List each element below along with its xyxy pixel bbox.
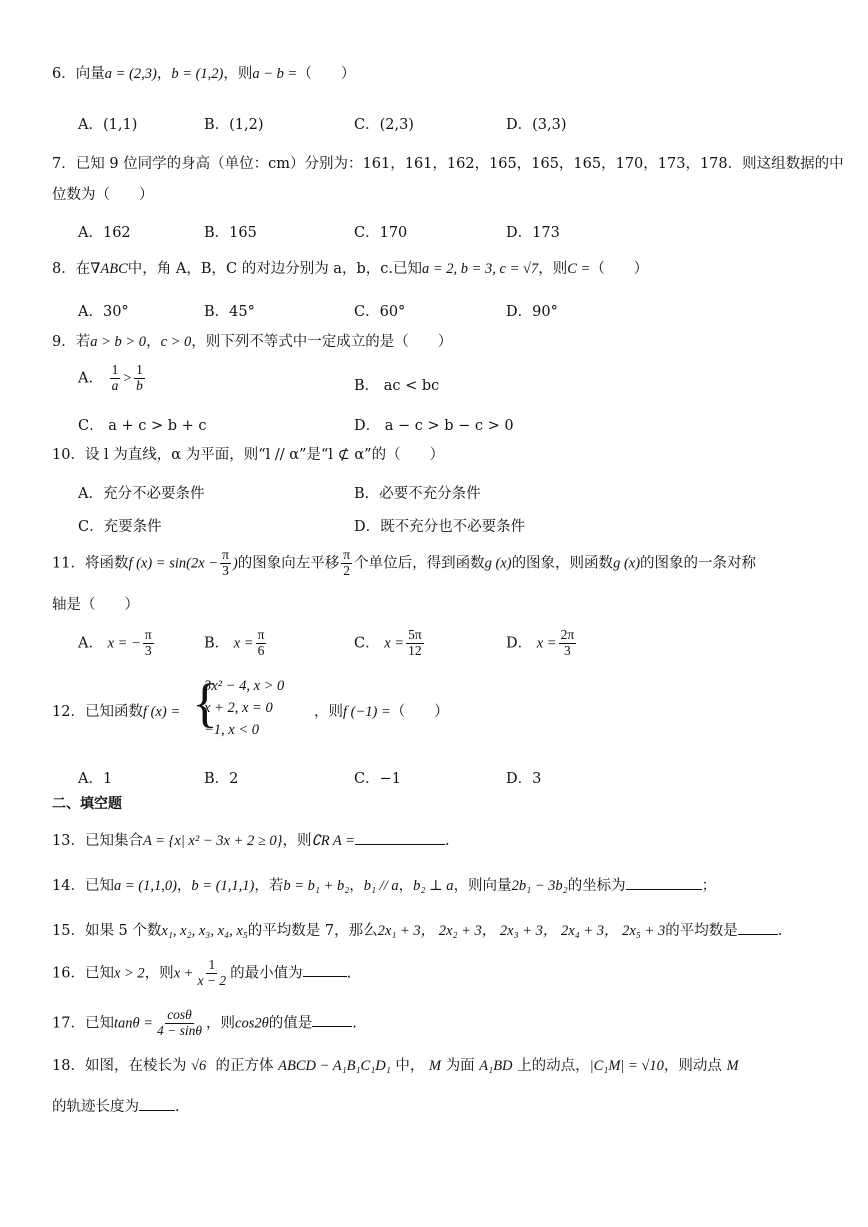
fraction [134,363,145,394]
q6-sep: ， [156,66,172,82]
q16-text-a: 16．已知 [52,965,114,982]
q8-ask: C = [567,261,591,277]
q12-option-a[interactable]: A．1 [78,771,113,787]
q11-option-d-label: D． [506,635,533,652]
q8-option-c[interactable]: C．60° [354,304,406,320]
q14-text-a: 14．已知 [52,878,114,894]
q9-option-a-label: A． [78,370,103,387]
q11-g: g (x) [484,555,512,572]
q14-perpendicular: b₂ ⊥ a [413,878,454,894]
q11-options [78,628,828,668]
q10-option-b[interactable]: B．必要不充分条件 [354,486,481,502]
fraction [220,548,231,579]
q11-function: f (x) = sin(2x − [128,555,219,572]
q13-tail: . [444,833,450,849]
q10-option-c[interactable]: C．充要条件 [78,519,162,535]
fraction-num: 1 [136,362,143,377]
q17-expression: tanθ = [113,1015,154,1032]
q14-text-d: 的坐标为 [567,878,626,894]
q12-paren: （ ） [390,704,449,720]
fraction-num: cosθ [167,1007,192,1022]
q9-options-row-2 [78,414,828,442]
q9-sep: ， [146,334,161,350]
q14-text-b: ，若 [254,878,284,894]
q9-text-a: 9．若 [52,334,91,350]
q12-options [78,767,828,795]
q17-text-b: ，则 [206,1015,236,1032]
q9-text-b: ，则下列不等式中一定成立的是（ ） [191,334,453,350]
q16-text-c: 的最小值为 [230,965,303,982]
fraction-num: π [257,627,265,642]
q15-text-b: 的平均数是 7，那么 [247,923,378,939]
q9-option-d[interactable]: D． a − c > b − c > 0 [354,418,514,434]
q9-cond-2: c > 0 [160,334,192,350]
q13-complement: ∁R A = [311,833,355,849]
q11-line-2: 轴是（ ） [52,597,139,613]
q11-text-a: 11．将函数 [52,555,129,572]
q14-text-c: ，则向量 [453,878,512,894]
q14-vector-a: a = (1,1,0) [113,878,177,894]
q16-tail: . [346,965,352,982]
q6-option-a[interactable]: A．(1,1) [78,117,138,133]
q8-condition: a = 2, b = 3, c = √7 [421,261,539,277]
q9-option-c[interactable]: C． a + c > b + c [78,418,207,434]
q11-text-d: 的图象，则函数 [511,555,614,572]
q6-vector-b: b = (1,2) [171,66,224,82]
q8-text-c: ，则 [538,261,568,277]
q17-text-a: 17．已知 [52,1015,114,1032]
q18-text-e: 上的动点， [517,1058,590,1074]
q18-text-c: 中， [395,1058,425,1074]
q7-option-c[interactable]: C．170 [354,225,408,241]
q11-option-b-label: B． [204,635,230,652]
q8-options [78,300,828,328]
q14-vector-b: b = (1,1,1) [191,878,255,894]
q12-ask: f (−1) = [343,704,391,720]
fraction-den: 4 − sinθ [157,1022,203,1038]
q13-text-b: ，则 [282,833,312,849]
fraction-num: 5π [408,627,422,642]
q11-option-a-label: A． [78,635,103,652]
q6-paren: （ ） [297,66,356,82]
fraction [196,958,229,989]
q8-triangle: ∇ABC [90,261,128,277]
q12-text-b: ，则 [314,704,343,720]
q8-text-b: 中，角 A，B，C 的对边分别为 a，b，c.已知 [127,261,422,277]
q11-option-d-pre: x = [536,635,557,652]
q18-cube: ABCD − A₁B₁C₁D₁ [278,1058,391,1074]
q18-text-f: ，则动点 [663,1058,722,1074]
q18-edge: √6 [191,1058,207,1074]
q13-text-a: 13．已知集合 [52,833,143,849]
q18-point-m: M [428,1058,442,1074]
q18-text-a: 18．如图，在棱长为 [52,1058,187,1074]
fraction-den: 3 [144,642,152,658]
q15-text-c: 的平均数是 [665,923,738,939]
q15-text-a: 15．如果 5 个数 [52,923,162,939]
q14-tail: ； [701,878,717,894]
q12-ask-line [314,704,449,721]
q15-variables: x₁, x₂, x₃, x₄, x₅ [161,923,248,939]
q18-line-2-text: 的轨迹长度为 [52,1099,139,1115]
q18-text-d: 为面 [445,1058,475,1074]
q7-line-2: 位数为（ ） [52,187,154,203]
question-16 [52,958,351,989]
q18-condition: |C₁M| = √10 [589,1058,664,1074]
q7-line-1: 7．已知 9 位同学的身高（单位：cm）分别为：161，161，162，165，165，165，170，173，178．则这组数据的中 [52,156,844,172]
q12-case-2: x + 2, x = 0 [204,700,273,716]
q8-text-a: 8．在 [52,261,91,277]
answer-blank[interactable] [303,962,347,977]
fraction-den: 2 [343,562,351,578]
fraction [341,548,352,579]
question-9 [52,334,452,351]
q6-option-d[interactable]: D．(3,3) [506,117,567,133]
q13-set: A = {x| x² − 3x + 2 ≥ 0} [142,833,283,849]
question-17 [52,1008,357,1039]
q12-text-a: 12．已知函数 [52,704,143,720]
fraction-num: π [343,547,351,562]
fraction [155,1008,204,1039]
q14-parallel: b₁ // a [363,878,399,894]
q10-option-d[interactable]: D．既不充分也不必要条件 [354,519,526,535]
q15-terms: 2x₁ + 3， 2x₂ + 3， 2x₃ + 3， 2x₄ + 3， 2x₅ + 3 [377,923,666,939]
question-14: 14．已知a = (1,1,0)，b = (1,1,1)，若b = b₁ + b₂，b₁ // a，b₂ ⊥ a，则向量2b₁ − 3b₂的坐标为 ； [52,875,716,895]
q16-expression: x + [173,965,194,982]
q18-face: A₁BD [479,1058,513,1074]
fraction-num: 1 [208,957,216,972]
q14-sep: ， [176,878,192,894]
q11-option-b[interactable] [204,628,268,659]
q17-text-c: 的值是 [268,1015,313,1032]
answer-blank[interactable] [738,920,778,935]
q11-option-a[interactable] [78,628,156,659]
answer-blank[interactable] [312,1012,352,1027]
q9-gt: > [122,370,133,387]
q18-line-2 [52,1096,180,1116]
fraction-num: 1 [111,362,119,377]
fraction-num: π [144,627,152,642]
q9-option-b[interactable]: B． ac < bc [354,378,440,394]
fraction-num: 2π [560,627,575,642]
answer-blank[interactable] [355,830,445,845]
q16-text-b: ，则 [144,965,174,982]
q11-text-b: 的图象向左平移 [237,555,340,572]
q8-option-d[interactable]: D．90° [506,304,558,320]
fraction [559,628,577,659]
q14-target-vector: 2b₁ − 3b₂ [511,878,568,894]
q9-cond-1: a > b > 0 [90,334,147,350]
q7-option-d[interactable]: D．173 [506,225,560,241]
q12-case-1: 3x² − 4, x > 0 [204,678,285,694]
q14-condition: b = b₁ + b₂ [283,878,350,894]
question-12 [52,704,180,721]
question-15 [52,920,782,940]
q10-options-row-2 [78,515,828,543]
q10-options-row-1 [78,482,828,510]
q7-option-a[interactable]: A．162 [78,225,131,241]
q18-point-m-2: M [726,1058,739,1074]
fraction-den: 3 [222,562,229,578]
q12-cases [204,678,284,744]
q10-stem: 10．设 l 为直线，α 为平面，则“l // α”是“l ⊄ α”的（ ） [52,447,445,463]
fraction-den: b [136,377,143,393]
question-8 [52,261,648,278]
q6-vector-a: a = (2,3) [104,66,157,82]
q8-option-b[interactable]: B．45° [204,304,255,320]
q11-text-e: 的图象的一条对称 [640,555,757,572]
q8-option-a[interactable]: A．30° [78,304,129,320]
answer-blank[interactable] [626,875,702,890]
fraction-den: 3 [564,642,571,658]
q17-ask: cos2θ [235,1015,269,1032]
q11-option-b-pre: x = [233,635,254,652]
q9-options-row-1 [78,363,828,403]
fraction [256,628,267,659]
q11-g-2: g (x) [613,555,641,572]
q18-text-b: 的正方体 [215,1058,274,1074]
fraction-den: 6 [257,642,265,658]
q6-option-c[interactable]: C．(2,3) [354,117,414,133]
q7-options [78,221,828,249]
q6-stem: 6．向量 [52,66,105,82]
q11-option-d[interactable] [506,628,578,659]
fraction [110,363,121,394]
q12-function: f (x) = [142,704,181,720]
q6-ask: ，则 [223,66,253,82]
q11-option-c-pre: x = [384,635,405,652]
q6-difference: a − b = [252,66,298,82]
fraction [406,628,424,659]
q9-option-a[interactable] [78,363,147,394]
q6-options [78,113,828,141]
q11-option-a-pre: x = − [107,635,141,652]
fraction [143,628,154,659]
left-brace-icon: { [192,673,218,733]
q12-option-b[interactable]: B．2 [204,771,239,787]
answer-blank[interactable] [139,1096,175,1111]
fraction-den: a [111,377,119,393]
question-6 [52,66,355,83]
fraction-den: x − 2 [197,972,227,988]
question-18 [52,1058,739,1075]
q6-option-b[interactable]: B．(1,2) [204,117,264,133]
question-11 [52,548,756,579]
q7-option-b[interactable]: B．165 [204,225,257,241]
q16-condition: x > 2 [113,965,145,982]
q18-tail: . [175,1099,180,1115]
question-13 [52,830,450,850]
fraction-den: 12 [408,642,422,658]
q11-option-c-label: C． [354,635,380,652]
section-title: 二、填空题 [52,796,122,812]
q8-paren: （ ） [590,261,649,277]
q12-case-3: −1, x < 0 [204,722,260,738]
q12-option-d[interactable]: D．3 [506,771,542,787]
q10-option-a[interactable]: A．充分不必要条件 [78,486,205,502]
q11-text-c: 个单位后，得到函数 [354,555,485,572]
q11-close: ) [232,555,238,572]
q11-option-c[interactable] [354,628,426,659]
q17-tail: . [352,1015,357,1032]
fraction-num: π [222,547,229,562]
q12-option-c[interactable]: C．−1 [354,771,401,787]
q15-tail: . [777,923,783,939]
